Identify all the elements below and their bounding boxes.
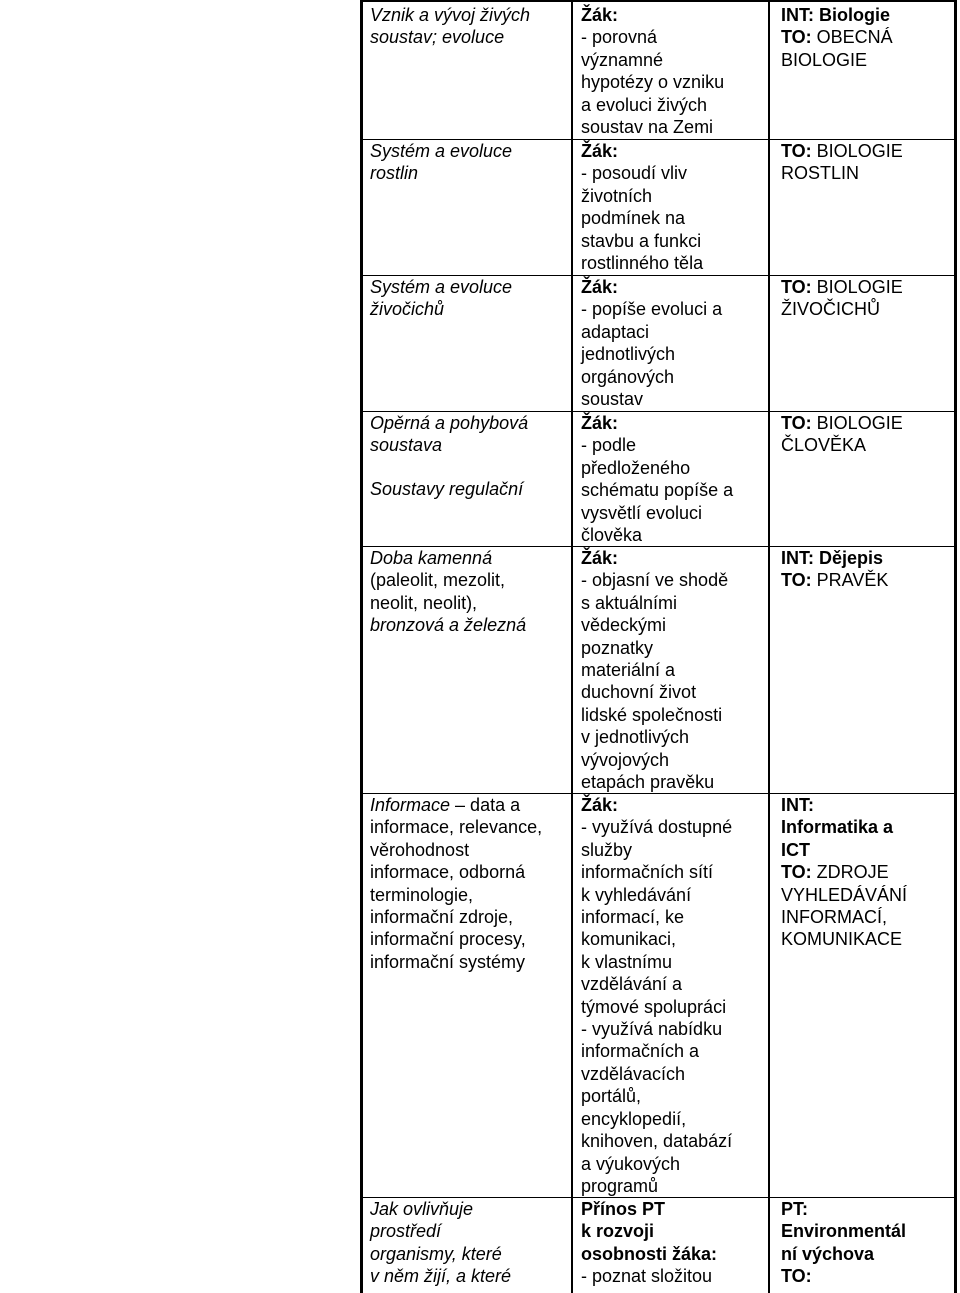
- outcome-line: vzdělávání a: [581, 974, 683, 995]
- link-line: Informatika a: [781, 817, 894, 838]
- outcome-line: a výukových: [581, 1153, 681, 1174]
- topic-cell: [370, 478, 558, 500]
- topic-line: Informace – data a: [370, 795, 521, 815]
- topic-line: rostlin: [370, 163, 419, 184]
- link-line: INT:: [781, 795, 814, 815]
- topic-line: informační systémy: [370, 951, 526, 972]
- outcome-line: duchovní život: [581, 682, 697, 703]
- link-line: TO:: [781, 1266, 812, 1287]
- link-line: Environmentál: [781, 1221, 907, 1242]
- outcome-line: k vlastnímu: [581, 951, 673, 972]
- outcome-line: vědeckými: [581, 615, 667, 636]
- link-line: ČLOVĚKA: [781, 435, 867, 456]
- outcome-line: s aktuálními: [581, 592, 678, 613]
- cross-reference-text: TO: ZDROJE: [781, 862, 889, 883]
- outcome-line: životních: [581, 185, 653, 206]
- link-line: INT: Dějepis: [781, 548, 884, 568]
- topic-line: Doba kamenná: [370, 548, 493, 568]
- outcome-line: Žák:: [581, 795, 619, 815]
- cross-reference-prefix: TO:: [781, 862, 812, 883]
- table-top-border: [360, 0, 957, 2]
- topic-line: neolit, neolit),: [370, 592, 478, 613]
- cross-reference-prefix: TO:: [781, 277, 812, 297]
- outcome-line: - využívá nabídku: [581, 1019, 723, 1040]
- learning-outcome-cell: [581, 412, 765, 546]
- cross-curricular-cell: [781, 412, 951, 457]
- outcome-line: hypotézy o vzniku: [581, 72, 725, 93]
- outcome-line: vývojových: [581, 749, 670, 770]
- topic-line: Systém a evoluce: [370, 277, 513, 297]
- outcome-line: informačních sítí: [581, 862, 714, 883]
- topic-line: terminologie,: [370, 884, 474, 905]
- outcome-line: týmové spolupráci: [581, 996, 727, 1017]
- topic-line: prostředí: [370, 1221, 442, 1242]
- topic-line: v něm žijí, a které: [370, 1266, 512, 1287]
- outcome-line: rostlinného těla: [581, 253, 704, 274]
- outcome-line: předloženého: [581, 457, 691, 478]
- topic-heading: Informace: [370, 795, 451, 815]
- outcome-line: orgánových: [581, 366, 675, 387]
- cross-curricular-cell: [781, 1198, 951, 1288]
- learning-outcome-cell: [581, 4, 765, 138]
- outcome-line: služby: [581, 839, 633, 860]
- outcome-line: podmínek na: [581, 208, 686, 229]
- outcome-line: významné: [581, 49, 664, 70]
- outcome-line: portálů,: [581, 1086, 642, 1107]
- outcome-line: vysvětlí evoluci: [581, 502, 703, 523]
- cross-reference-text: TO: OBECNÁ: [781, 27, 893, 48]
- outcome-line: - poznat složitou: [581, 1266, 713, 1287]
- outcome-line: - objasní ve shodě: [581, 570, 729, 591]
- topic-cell: [370, 794, 558, 973]
- link-line: PT:: [781, 1199, 808, 1219]
- link-line: BIOLOGIE: [781, 49, 868, 70]
- topic-line: informační zdroje,: [370, 907, 514, 928]
- outcome-line: informací, ke: [581, 907, 685, 928]
- outcome-line: vzdělávacích: [581, 1063, 686, 1084]
- outcome-line: Žák:: [581, 5, 619, 25]
- topic-line: Systém a evoluce: [370, 141, 513, 161]
- cross-reference-text: TO: PRAVĚK: [781, 570, 889, 591]
- outcome-line: informačních a: [581, 1041, 700, 1062]
- outcome-line: - popíše evoluci a: [581, 299, 723, 320]
- topic-line: živočichů: [370, 299, 445, 320]
- outcome-line: soustav: [581, 389, 644, 410]
- outcome-line: k vyhledávání: [581, 884, 692, 905]
- outcome-line: Žák:: [581, 277, 619, 297]
- cross-curricular-cell: [781, 4, 951, 71]
- outcome-line: komunikaci,: [581, 929, 677, 950]
- cross-reference-prefix: TO:: [781, 413, 812, 433]
- topic-line: bronzová a železná: [370, 615, 527, 636]
- outcome-line: schématu popíše a: [581, 480, 734, 501]
- outcome-line: Přínos PT: [581, 1199, 666, 1219]
- topic-line: soustav; evoluce: [370, 27, 505, 48]
- cross-curricular-cell: [781, 547, 951, 592]
- topic-line: organismy, které: [370, 1243, 502, 1264]
- outcome-line: lidské společnosti: [581, 704, 723, 725]
- link-line: VYHLEDÁVÁNÍ: [781, 884, 908, 905]
- topic-cell: [370, 412, 558, 457]
- link-line: INT: Biologie: [781, 5, 890, 25]
- outcome-line: programů: [581, 1175, 659, 1196]
- outcome-line: encyklopedií,: [581, 1108, 687, 1129]
- cross-reference-prefix: TO:: [781, 27, 812, 48]
- topic-cell: [370, 276, 558, 321]
- topic-line: Opěrná a pohybová: [370, 413, 529, 433]
- topic-line: věrohodnost: [370, 839, 470, 860]
- cross-curricular-cell: [781, 794, 951, 951]
- outcome-line: Žák:: [581, 141, 619, 161]
- outcome-line: Žák:: [581, 548, 619, 568]
- outcome-line: adaptaci: [581, 321, 650, 342]
- topic-line: Jak ovlivňuje: [370, 1199, 474, 1219]
- column-divider: [571, 0, 573, 1293]
- link-line: INFORMACÍ,: [781, 907, 887, 928]
- outcome-line: - využívá dostupné: [581, 817, 733, 838]
- link-line: ŽIVOČICHŮ: [781, 299, 880, 320]
- cross-reference-prefix: TO:: [781, 570, 812, 591]
- learning-outcome-cell: [581, 1198, 765, 1288]
- outcome-line: soustav na Zemi: [581, 117, 714, 138]
- topic-line: soustava: [370, 435, 443, 456]
- topic-line: (paleolit, mezolit,: [370, 570, 506, 591]
- cross-curricular-cell: [781, 276, 951, 321]
- outcome-line: a evoluci živých: [581, 94, 708, 115]
- outcome-line: - posoudí vliv: [581, 163, 688, 184]
- cross-curricular-cell: [781, 140, 951, 185]
- outcome-line: etapách pravěku: [581, 772, 715, 793]
- column-divider: [768, 0, 770, 1293]
- link-line: ní výchova: [781, 1243, 875, 1264]
- cross-reference-prefix: TO:: [781, 141, 812, 161]
- topic-cell: [370, 1198, 558, 1288]
- outcome-line: knihoven, databází: [581, 1131, 733, 1152]
- link-line: ROSTLIN: [781, 163, 860, 184]
- cross-reference-text: TO: BIOLOGIE: [781, 277, 903, 297]
- outcome-line: Žák:: [581, 413, 619, 433]
- topic-line: Soustavy regulační: [370, 479, 524, 499]
- link-line: ICT: [781, 839, 810, 860]
- cross-reference-text: TO: BIOLOGIE: [781, 413, 903, 433]
- topic-line: informační procesy,: [370, 929, 526, 950]
- outcome-line: jednotlivých: [581, 344, 676, 365]
- topic-line: informace, odborná: [370, 862, 526, 883]
- table-right-border: [954, 0, 957, 1293]
- outcome-line: - podle: [581, 435, 637, 456]
- topic-cell: [370, 547, 558, 637]
- outcome-line: k rozvoji: [581, 1221, 655, 1242]
- learning-outcome-cell: [581, 276, 765, 410]
- outcome-line: - porovná: [581, 27, 658, 48]
- outcome-line: v jednotlivých: [581, 727, 690, 748]
- learning-outcome-cell: [581, 547, 765, 793]
- topic-line: informace, relevance,: [370, 817, 543, 838]
- topic-line: Vznik a vývoj živých: [370, 5, 531, 25]
- outcome-line: člověka: [581, 525, 643, 546]
- outcome-line: materiální a: [581, 660, 676, 681]
- cross-reference-text: TO: BIOLOGIE: [781, 141, 903, 161]
- learning-outcome-cell: [581, 794, 765, 1197]
- link-line: KOMUNIKACE: [781, 929, 903, 950]
- column-divider: [360, 0, 363, 1293]
- outcome-line: poznatky: [581, 637, 654, 658]
- learning-outcome-cell: [581, 140, 765, 274]
- outcome-line: osobnosti žáka:: [581, 1243, 718, 1264]
- topic-cell: [370, 4, 558, 49]
- topic-cell: [370, 140, 558, 185]
- outcome-line: stavbu a funkci: [581, 230, 702, 251]
